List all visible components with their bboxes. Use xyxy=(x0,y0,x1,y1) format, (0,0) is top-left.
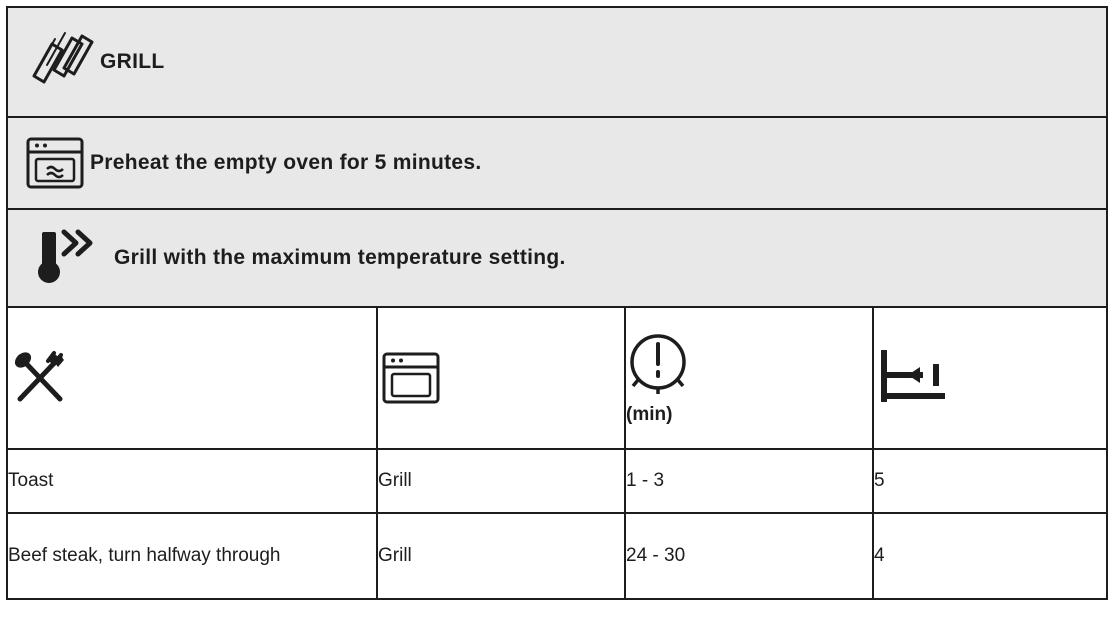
oven-preheat-icon xyxy=(22,133,88,193)
band-row-maxtemp xyxy=(7,209,1107,307)
header-cell-function xyxy=(377,307,625,449)
grill-rack-icon xyxy=(22,30,96,94)
header-cell-level xyxy=(873,307,1107,449)
cell-food: Toast xyxy=(7,449,377,513)
table-row xyxy=(7,513,1107,599)
band-label-grill: GRILL xyxy=(100,50,165,73)
table-header-row xyxy=(7,307,1107,449)
oven-icon xyxy=(378,349,444,407)
band-row-preheat xyxy=(7,117,1107,209)
band-cell-preheat xyxy=(7,117,1107,209)
grill-table xyxy=(6,6,1108,600)
cell-time: 24 - 30 xyxy=(625,513,873,599)
header-cell-food xyxy=(7,307,377,449)
band-label-preheat: Preheat the empty oven for 5 minutes. xyxy=(90,151,482,174)
band-row-grill xyxy=(7,7,1107,117)
band-label-maxtemp: Grill with the maximum temperature setting. xyxy=(114,246,566,269)
cell-function: Grill xyxy=(377,449,625,513)
cell-time: 1 - 3 xyxy=(625,449,873,513)
timer-icon xyxy=(626,330,694,396)
table-row xyxy=(7,449,1107,513)
shelf-level-icon xyxy=(874,347,956,409)
header-cell-time xyxy=(625,307,873,449)
cell-function: Grill xyxy=(377,513,625,599)
thermometer-max-icon xyxy=(22,224,98,292)
cell-level: 4 xyxy=(873,513,1107,599)
fork-spoon-icon xyxy=(8,347,72,409)
band-cell-maxtemp xyxy=(7,209,1107,307)
cell-level: 5 xyxy=(873,449,1107,513)
header-unit-time: (min) xyxy=(626,404,673,425)
cell-food: Beef steak, turn halfway through xyxy=(7,513,377,599)
band-cell-grill xyxy=(7,7,1107,117)
